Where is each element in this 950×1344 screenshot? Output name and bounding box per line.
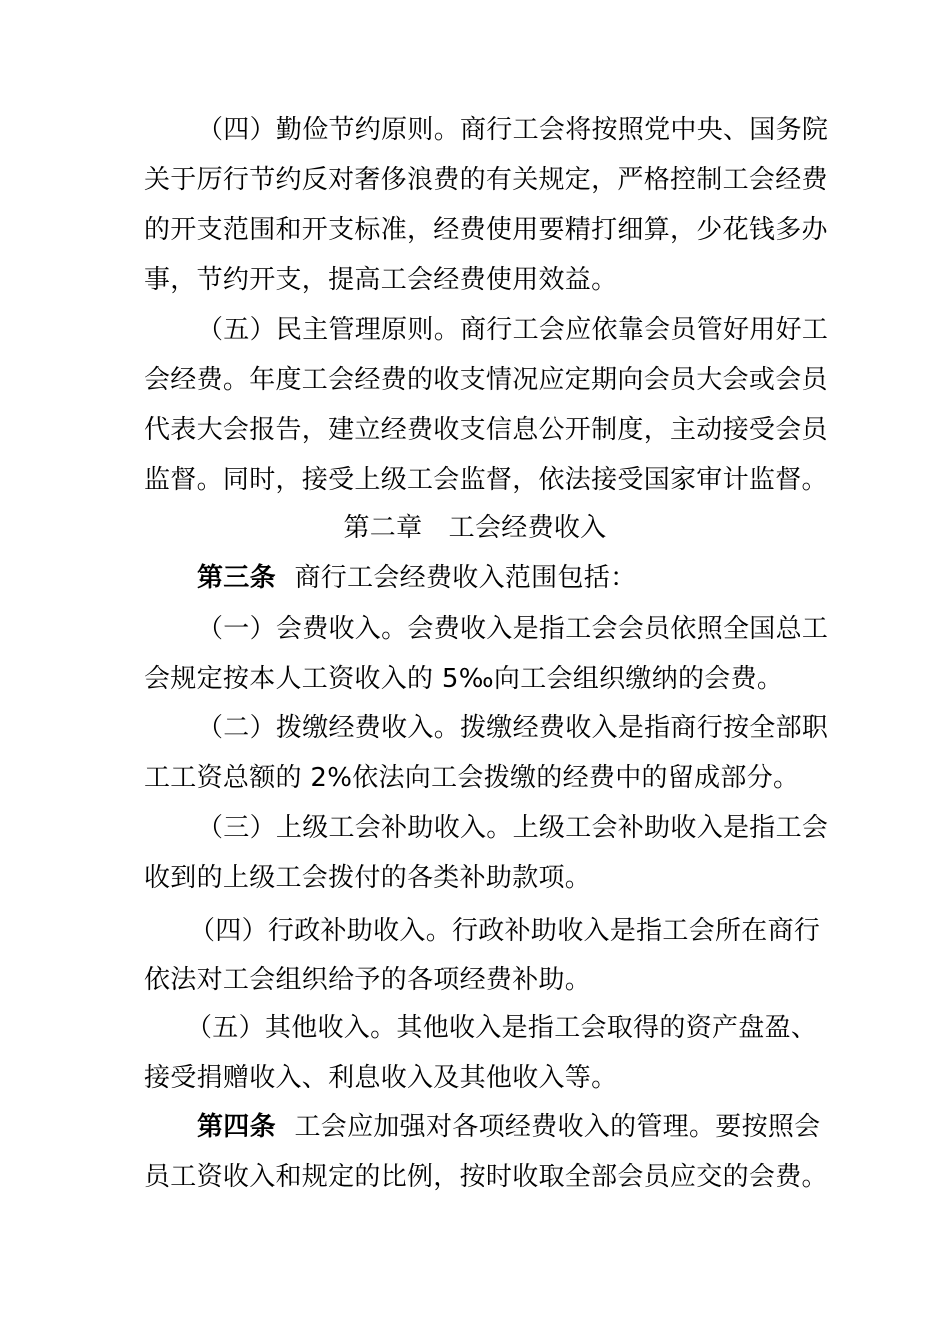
article-3-text: 商行工会经费收入范围包括： [294,563,637,593]
article-4 [197,1110,821,1144]
article-4-label: 第四条 [197,1112,276,1142]
para-democracy-line-2: 会经费。年度工会经费的收支情况应定期向会员大会或会员 [144,365,828,395]
item-5-line-1: （五）其他收入。其他收入是指工会取得的资产盘盈、 [186,1013,818,1043]
item-3-line-1: （三）上级工会补助收入。上级工会补助收入是指工会 [197,813,829,843]
item-3-line-2: 收到的上级工会拨付的各类补助款项。 [144,863,592,893]
item-1-line-2: 会规定按本人工资收入的 5‰向工会组织缴纳的会费。 [144,664,784,694]
para-democracy-line-1: （五）民主管理原则。商行工会应依靠会员管好用好工 [197,315,829,345]
chapter-title: 第二章 工会经费收入 [343,513,607,543]
para-thrift-line-3: 的开支范围和开支标准，经费使用要精打细算，少花钱多办 [144,215,828,245]
item-2-line-2: 工工资总额的 2%依法向工会拨缴的经费中的留成部分。 [144,763,800,793]
item-1-line-1: （一）会费收入。会费收入是指工会会员依照全国总工 [197,614,829,644]
article-3 [197,561,636,595]
item-2-line-1: （二）拨缴经费收入。拨缴经费收入是指商行按全部职 [197,713,829,743]
item-4-line-2: 依法对工会组织给予的各项经费补助。 [144,965,592,995]
item-5-line-2: 接受捐赠收入、利息收入及其他收入等。 [144,1063,618,1093]
article-4-line-2: 员工资收入和规定的比例，按时收取全部会员应交的会费。 [144,1162,828,1192]
item-4-line-1: （四）行政补助收入。行政补助收入是指工会所在商行 [189,916,821,946]
para-thrift-line-2: 关于厉行节约反对奢侈浪费的有关规定，严格控制工会经费 [144,165,828,195]
article-3-label: 第三条 [197,563,276,593]
article-4-text: 工会应加强对各项经费收入的管理。要按照会 [294,1112,821,1142]
para-democracy-line-3: 代表大会报告，建立经费收支信息公开制度，主动接受会员 [144,415,828,445]
para-democracy-line-4: 监督。同时，接受上级工会监督，依法接受国家审计监督。 [144,465,828,495]
para-thrift-line-4: 事，节约开支，提高工会经费使用效益。 [144,265,618,295]
para-thrift-line-1: （四）勤俭节约原则。商行工会将按照党中央、国务院 [197,115,829,145]
